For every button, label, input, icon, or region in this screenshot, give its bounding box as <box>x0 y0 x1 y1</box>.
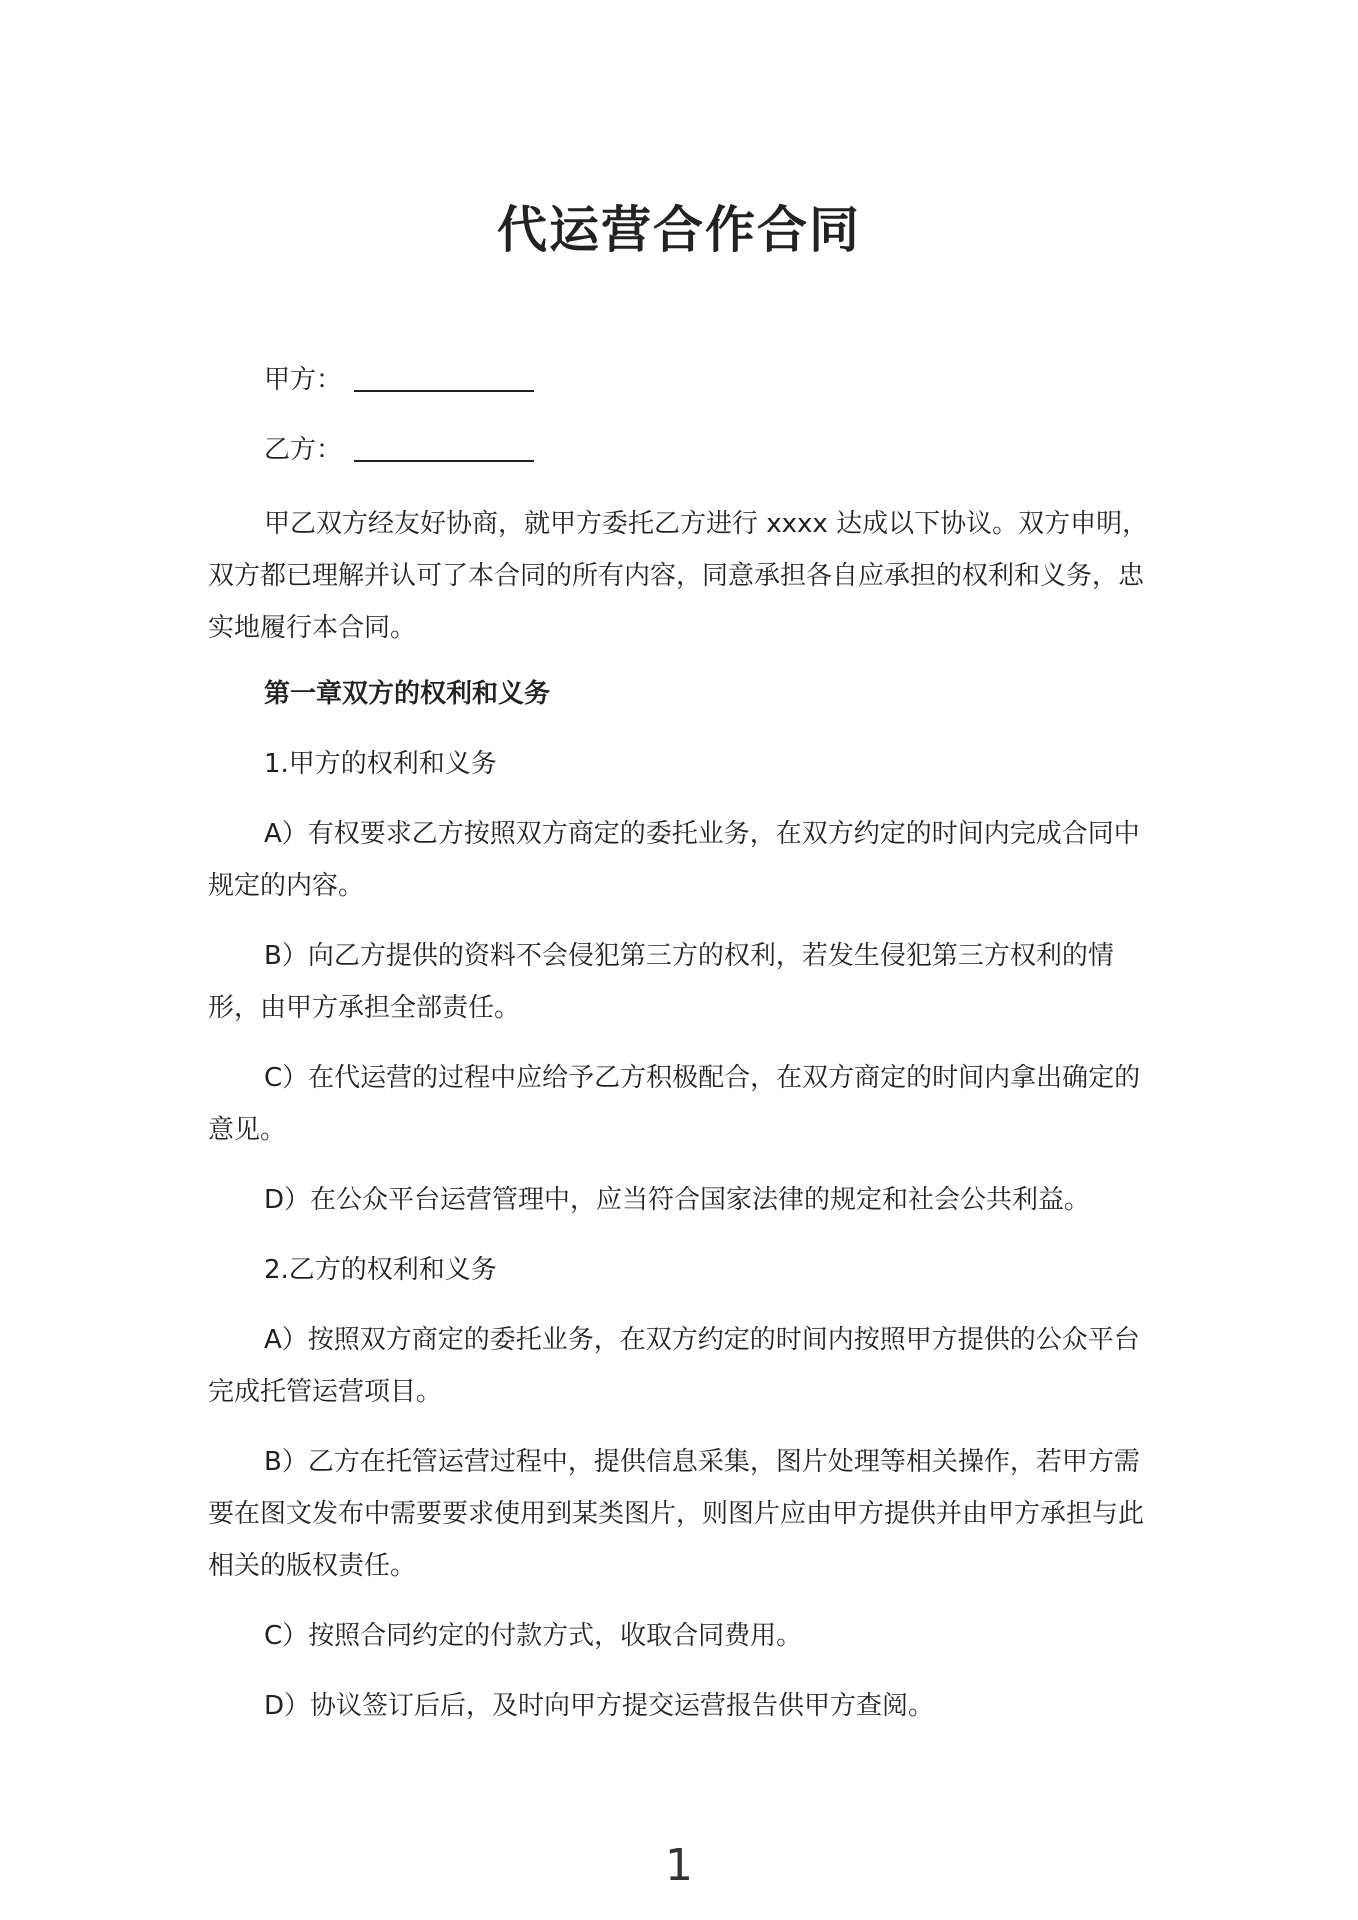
section1-item-c: C）在代运营的过程中应给予乙方积极配合，在双方商定的时间内拿出确定的意见。 <box>208 1063 1141 1145</box>
section2-item-a: A）按照双方商定的委托业务，在双方约定的时间内按照甲方提供的公众平台完成托管运营项目。 <box>208 1325 1140 1407</box>
section2-heading: 2.乙方的权利和义务 <box>264 1255 497 1285</box>
section1-item-b: B）向乙方提供的资料不会侵犯第三方的权利，若发生侵犯第三方权利的情形，由甲方承担全部责任。 <box>208 941 1114 1023</box>
section1-item-d: D）在公众平台运营管理中，应当符合国家法律的规定和社会公共利益。 <box>264 1185 1091 1215</box>
party-b-line <box>264 430 534 470</box>
section2-item-c: C）按照合同约定的付款方式，收取合同费用。 <box>264 1621 803 1651</box>
section2-item-d: D）协议签订后后，及时向甲方提交运营报告供甲方查阅。 <box>264 1691 935 1721</box>
chapter-heading: 第一章双方的权利和义务 <box>264 679 551 709</box>
party-b-label: 乙方： <box>264 435 343 465</box>
section1-heading: 1.甲方的权利和义务 <box>264 749 497 779</box>
party-a-label: 甲方： <box>264 365 343 395</box>
section2-item-b: B）乙方在托管运营过程中，提供信息采集，图片处理等相关操作，若甲方需要在图文发布中需要要求使用到某类图片，则图片应由甲方提供并由甲方承担与此相关的版权责任。 <box>208 1447 1145 1581</box>
party-a-blank <box>354 364 534 392</box>
party-b-blank <box>354 434 534 462</box>
intro-paragraph: 甲乙双方经友好协商，就甲方委托乙方进行 xxxx 达成以下协议。双方申明，双方都已理解并认可了本合同的所有内容，同意承担各自应承担的权利和义务，忠实地履行本合同。 <box>208 509 1149 643</box>
page-number: 1 <box>665 1840 693 1891</box>
document-title: 代运营合作合同 <box>497 201 861 259</box>
party-a-line <box>264 360 534 400</box>
section1-item-a: A）有权要求乙方按照双方商定的委托业务，在双方约定的时间内完成合同中规定的内容。 <box>208 819 1140 901</box>
